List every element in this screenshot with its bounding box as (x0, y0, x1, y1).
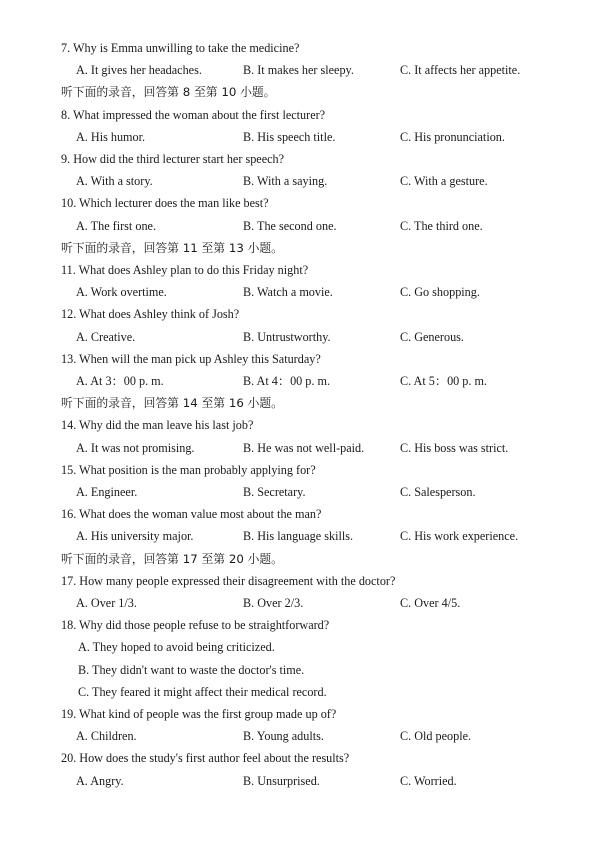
question-text: 12. What does Ashley think of Josh? (61, 307, 240, 322)
option-a: A. His university major. (76, 529, 194, 544)
option-row (0, 526, 596, 546)
section-instruction: 听下面的录音，回答第 14 至第 16 小题。 (61, 396, 283, 411)
option-row (0, 127, 596, 147)
option-c: C. At 5：00 p. m. (400, 374, 488, 388)
option-row (0, 171, 596, 191)
option-row (0, 726, 596, 746)
option-row (0, 593, 596, 613)
question-text: 7. Why is Emma unwilling to take the medicine? (61, 41, 300, 55)
option-c: C. His pronunciation. (400, 129, 505, 144)
option-b: B. It makes her sleepy. (243, 63, 354, 78)
option-c: C. The third one. (400, 218, 483, 233)
option-line: B. They didn't want to waste the doctor's time. (78, 662, 305, 677)
question-text: 8. What impressed the woman about the first lecturer? (61, 107, 326, 122)
option-c: C. Generous. (400, 329, 464, 344)
option-b: B. With a saying. (243, 174, 328, 189)
option-a: A. His humor. (76, 129, 146, 144)
option-b: B. Untrustworthy. (243, 329, 331, 344)
option-b: B. Over 2/3. (243, 596, 304, 610)
option-c: C. His work experience. (400, 529, 519, 544)
option-b: B. Secretary. (243, 485, 306, 499)
option-b: B. Young adults. (243, 729, 324, 744)
option-row (0, 282, 596, 302)
option-c: C. Go shopping. (400, 285, 480, 300)
option-a: A. Engineer. (76, 485, 138, 499)
question-text: 15. What position is the man probably applying for? (61, 462, 316, 477)
option-row (0, 371, 596, 391)
option-a: A. It was not promising. (76, 440, 195, 455)
question-text: 14. Why did the man leave his last job? (61, 418, 254, 433)
question-text: 10. Which lecturer does the man like best? (61, 196, 269, 211)
option-a: A. It gives her headaches. (76, 63, 202, 78)
section-instruction: 听下面的录音，回答第 8 至第 10 小题。 (61, 85, 276, 100)
option-c: C. Old people. (400, 729, 472, 744)
option-row (0, 216, 596, 236)
option-line: C. They feared it might affect their medical record. (78, 684, 327, 699)
option-b: B. At 4：00 p. m. (243, 374, 331, 388)
question-text: 16. What does the woman value most about the man? (61, 507, 322, 522)
option-b: B. Watch a movie. (243, 285, 333, 300)
option-c: C. Salesperson. (400, 485, 476, 499)
option-c: C. With a gesture. (400, 174, 488, 189)
option-a: A. Children. (76, 729, 137, 744)
option-a: A. Angry. (76, 773, 124, 788)
option-a: A. Work overtime. (76, 285, 167, 300)
option-a: A. Creative. (76, 329, 136, 344)
question-text: 18. Why did those people refuse to be straightforward? (61, 618, 330, 633)
option-a: A. With a story. (76, 174, 153, 189)
section-instruction: 听下面的录音，回答第 17 至第 20 小题。 (61, 551, 283, 566)
question-text: 11. What does Ashley plan to do this Friday night? (61, 263, 309, 277)
option-line: A. They hoped to avoid being criticized. (78, 640, 275, 655)
option-c: C. His boss was strict. (400, 440, 509, 455)
option-c: C. Over 4/5. (400, 596, 461, 610)
question-text: 20. How does the study's first author feel about the results? (61, 751, 350, 766)
option-b: B. The second one. (243, 218, 337, 233)
option-row (0, 327, 596, 347)
option-c: C. Worried. (400, 773, 457, 788)
option-b: B. His language skills. (243, 529, 354, 544)
option-row (0, 771, 596, 791)
option-a: A. The first one. (76, 218, 156, 233)
option-b: B. His speech title. (243, 129, 336, 144)
question-text: 13. When will the man pick up Ashley this Saturday? (61, 351, 321, 366)
question-text: 17. How many people expressed their disagreement with the doctor? (61, 573, 396, 588)
option-row (0, 482, 596, 502)
option-a: A. At 3：00 p. m. (76, 374, 164, 388)
question-text: 9. How did the third lecturer start her speech? (61, 152, 285, 166)
section-instruction: 听下面的录音，回答第 11 至第 13 小题。 (61, 240, 283, 255)
option-b: B. He was not well-paid. (243, 440, 365, 455)
option-c: C. It affects her appetite. (400, 63, 521, 78)
option-b: B. Unsurprised. (243, 773, 320, 788)
option-row (0, 438, 596, 458)
option-a: A. Over 1/3. (76, 596, 137, 610)
option-row (0, 60, 596, 80)
question-text: 19. What kind of people was the first group made up of? (61, 707, 337, 721)
